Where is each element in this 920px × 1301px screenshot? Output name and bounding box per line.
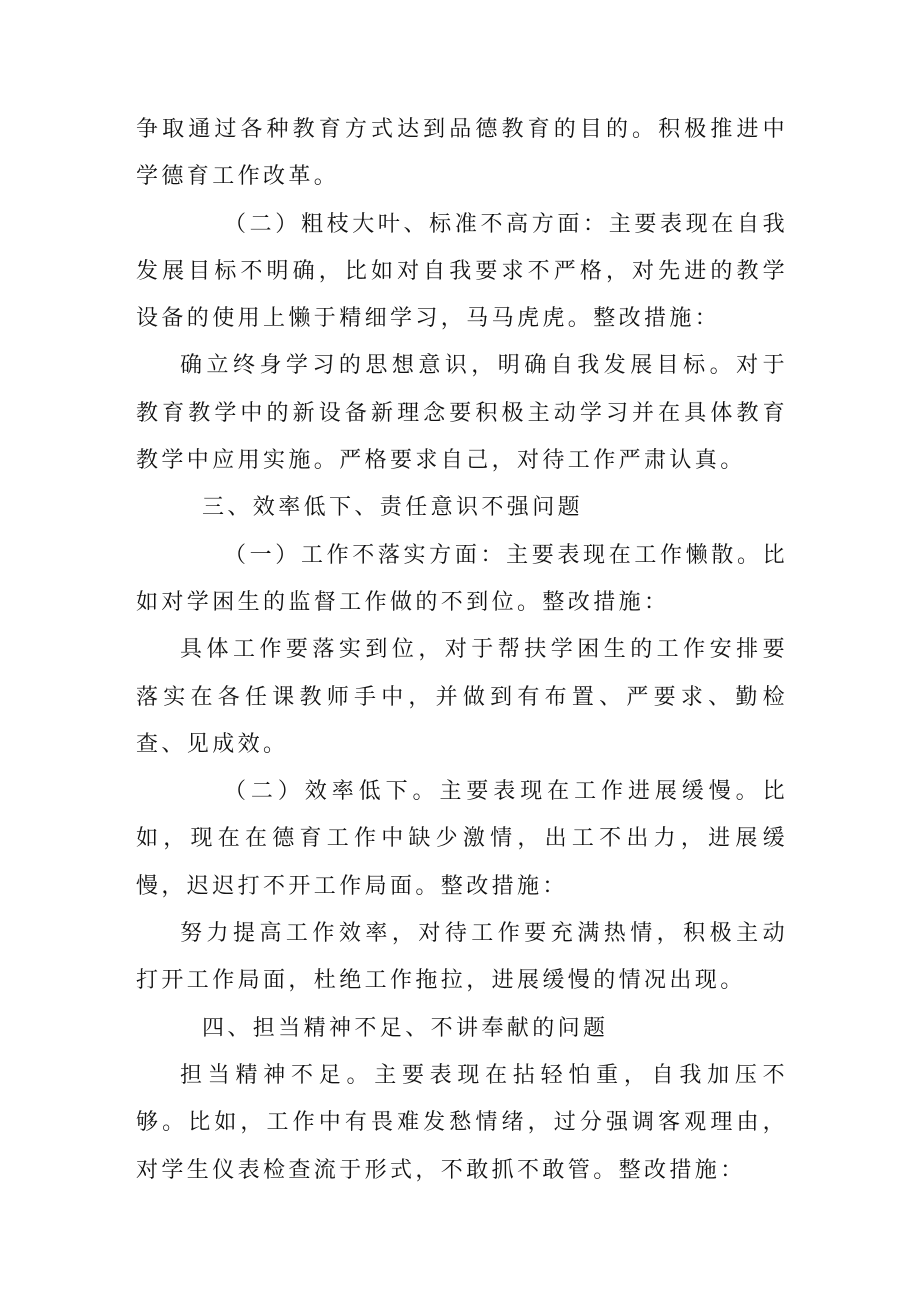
paragraph-measures: 具体工作要落实到位，对于帮扶学困生的工作安排要落实在各任课教师手中，并做到有布置、严要求、勤检查、见成效。 bbox=[136, 637, 788, 757]
paragraph-subsection-2: （二）效率低下。主要表现在工作进展缓慢。比如，现在在德育工作中缺少激情，出工不出力，进展缓慢，迟迟打不开工作局面。整改措施： bbox=[136, 779, 788, 899]
paragraph-measures: 努力提高工作效率，对待工作要充满热情，积极主动打开工作局面，杜绝工作拖拉，进展缓慢的情况出现。 bbox=[136, 921, 788, 994]
paragraph-measures: 确立终身学习的思想意识，明确自我发展目标。对于教育教学中的新设备新理念要积极主动学习并在具体教育教学中应用实施。严格要求自己，对待工作严肃认真。 bbox=[136, 353, 788, 474]
section-heading-3: 三、效率低下、责任意识不强问题 bbox=[202, 495, 584, 521]
paragraph-body: 担当精神不足。主要表现在拈轻怕重，自我加压不够。比如，工作中有畏难发愁情绪，过分强调客观理由，对学生仪表检查流于形式，不敢抓不敢管。整改措施： bbox=[136, 1062, 788, 1183]
document-body bbox=[136, 106, 788, 1194]
section-heading-4: 四、担当精神不足、不讲奉献的问题 bbox=[202, 1015, 609, 1041]
paragraph-subsection-1: （一）工作不落实方面：主要表现在工作懒散。比如对学困生的监督工作做的不到位。整改措施： bbox=[136, 542, 788, 615]
paragraph-subsection-2: （二）粗枝大叶、标准不高方面：主要表现在自我发展目标不明确，比如对自我要求不严格，对先进的教学设备的使用上懒于精细学习，马马虎虎。整改措施： bbox=[136, 211, 788, 332]
paragraph-continuation: 争取通过各种教育方式达到品德教育的目的。积极推进中学德育工作改革。 bbox=[136, 117, 788, 190]
